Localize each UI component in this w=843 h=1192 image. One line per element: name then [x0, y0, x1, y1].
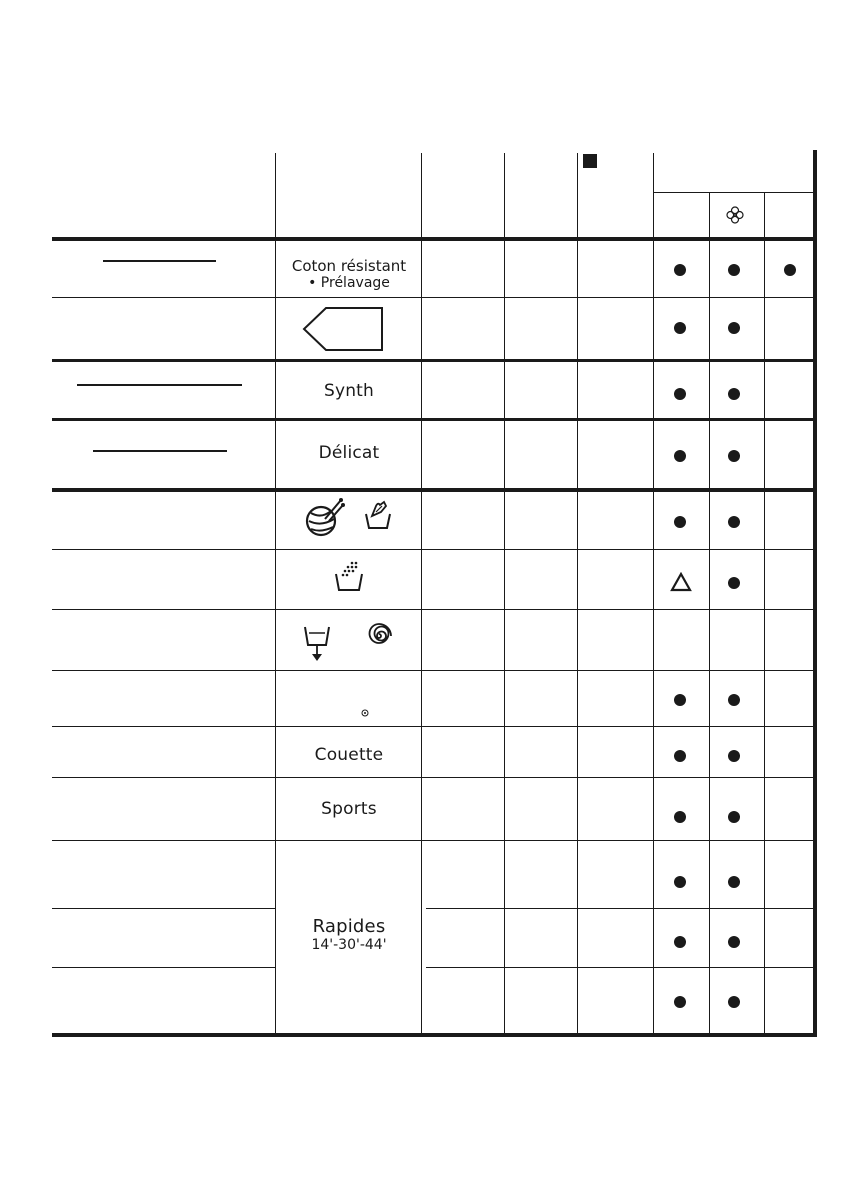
- dot-icon: [728, 322, 740, 334]
- row-line-thick: [52, 418, 815, 421]
- row-line: [52, 840, 815, 841]
- dot-icon: [728, 450, 740, 462]
- dot-icon: [728, 577, 740, 589]
- col-line: [577, 153, 578, 1033]
- col-line: [709, 193, 710, 1033]
- col-line: [653, 153, 654, 1033]
- row-line: [52, 670, 815, 671]
- dot-icon: [728, 516, 740, 528]
- small-star-icon: [361, 702, 369, 710]
- row-line: [52, 609, 815, 610]
- dot-icon: [784, 264, 796, 276]
- dot-icon: [728, 811, 740, 823]
- row-line: [52, 967, 276, 968]
- dot-icon: [728, 694, 740, 706]
- label-underline: [103, 260, 216, 262]
- programme-coton-line1: Coton résistant: [291, 257, 407, 275]
- row-line: [52, 726, 815, 727]
- row-line-thick: [52, 359, 815, 362]
- dot-icon: [674, 876, 686, 888]
- row-line: [426, 908, 815, 909]
- programme-coton-line2: • Prélavage: [308, 275, 390, 291]
- spin-icon: [365, 622, 393, 650]
- label-underline: [93, 450, 227, 452]
- dot-icon: [674, 996, 686, 1008]
- square-icon: [583, 154, 597, 168]
- drain-icon: [303, 623, 331, 663]
- programme-delicat-label: Délicat: [318, 443, 380, 463]
- row-line: [426, 967, 815, 968]
- dot-icon: [674, 811, 686, 823]
- flower-icon: [725, 205, 745, 225]
- row-line: [52, 297, 815, 298]
- hand-wash-icon: [364, 500, 392, 530]
- dot-icon: [674, 388, 686, 400]
- dot-icon: [674, 450, 686, 462]
- programme-rapides-label: [276, 917, 422, 954]
- dot-icon: [674, 694, 686, 706]
- dot-icon: [728, 936, 740, 948]
- dot-icon: [728, 750, 740, 762]
- row-line-thick: [52, 237, 815, 241]
- tag-icon: [302, 306, 384, 352]
- programme-synth-label: Synth: [323, 381, 375, 401]
- dot-icon: [674, 750, 686, 762]
- dot-icon: [728, 264, 740, 276]
- label-underline: [77, 384, 242, 386]
- dot-icon: [674, 322, 686, 334]
- row-line-thick: [52, 488, 815, 492]
- header-subline: [653, 192, 815, 193]
- dot-icon: [674, 264, 686, 276]
- wool-yarn-icon: [303, 497, 345, 539]
- col-line: [504, 153, 505, 1033]
- triangle-icon: [670, 572, 692, 592]
- row-line: [52, 549, 815, 550]
- programme-rapides-line1: Rapides: [312, 916, 386, 937]
- rinse-icon: [334, 560, 364, 592]
- dot-icon: [674, 516, 686, 528]
- programme-couette-label: Couette: [314, 745, 384, 765]
- dot-icon: [674, 936, 686, 948]
- dot-icon: [728, 388, 740, 400]
- programme-rapides-line2: 14'-30'-44': [311, 937, 387, 953]
- table-right-border: [813, 150, 817, 1037]
- programme-coton-label: [276, 258, 422, 292]
- row-line: [52, 777, 815, 778]
- dot-icon: [728, 876, 740, 888]
- programme-sports-label: Sports: [321, 799, 377, 819]
- table-bottom-border: [52, 1033, 817, 1037]
- dot-icon: [728, 996, 740, 1008]
- row-line: [52, 908, 276, 909]
- col-line: [764, 193, 765, 1033]
